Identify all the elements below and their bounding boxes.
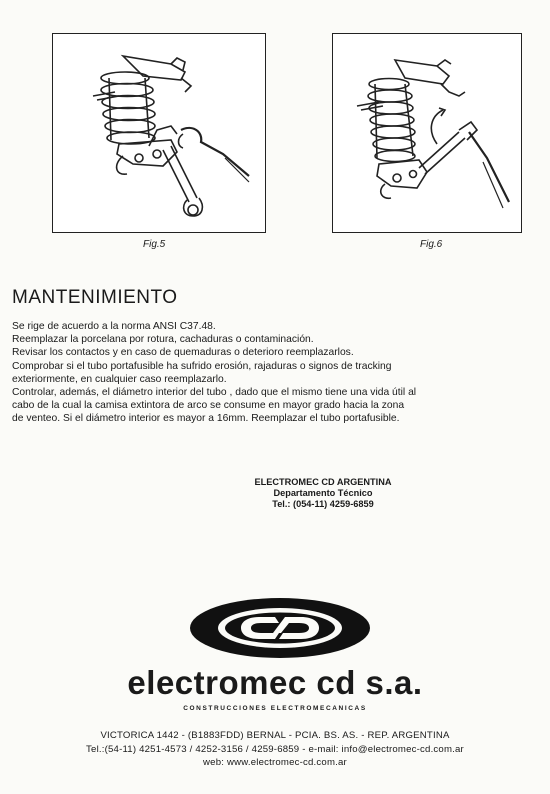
body-line: Controlar, además, el diámetro interior del tubo , dado que el mismo tiene una vida útil al [12,387,417,399]
body-line: Comprobar si el tubo portafusible ha sufrido erosión, rajaduras o signos de tracking [12,360,392,372]
body-line: Se rige de acuerdo a la norma ANSI C37.48. [12,321,216,332]
figure-5-image [52,33,266,233]
contact-company: ELECTROMEC CD ARGENTINA [254,477,392,487]
body-line: cabo de la cual la camisa extintora de arco se consume en mayor grado hacia la zona [12,400,405,412]
contact-phone: Tel.: (054-11) 4259-6859 [272,499,374,509]
section-title: MANTENIMIENTO [12,287,178,308]
company-address [0,729,550,770]
contact-line: Tel.:(54-11) 4251-4573 / 4252-3156 / 4259-6859 - e-mail: info@electromec-cd.com.ar [86,743,464,755]
fuse-cutout-drawing-5 [53,34,265,232]
company-name: electromec cd s.a. [127,664,423,701]
company-tagline: CONSTRUCCIONES ELECTROMECANICAS [183,705,367,712]
fuse-cutout-drawing-6 [333,34,521,232]
figure-6-image [332,33,522,233]
body-line: Reemplazar la porcelana por rotura, cachaduras o contaminación. [12,334,314,346]
body-line: de venteo. Si el diámetro interior es mayor a 16mm. Reemplazar el tubo portafusible. [12,413,400,425]
contact-department: Departamento Técnico [273,488,373,498]
body-line: exteriormente, en cualquier caso reemplazarlo. [12,373,227,385]
web-line: web: www.electromec-cd.com.ar [203,757,347,768]
address-line: VICTORICA 1442 - (B1883FDD) BERNAL - PCIA. BS. AS. - REP. ARGENTINA [100,730,450,741]
company-logo-icon [189,597,371,659]
figure-5-caption: Fig.5 [143,239,166,250]
body-line: Revisar los contactos y en caso de quemaduras o deterioro reemplazarlos. [12,347,354,359]
figure-6-caption: Fig.6 [420,239,443,250]
technical-contact [248,477,398,510]
maintenance-text [12,320,532,426]
